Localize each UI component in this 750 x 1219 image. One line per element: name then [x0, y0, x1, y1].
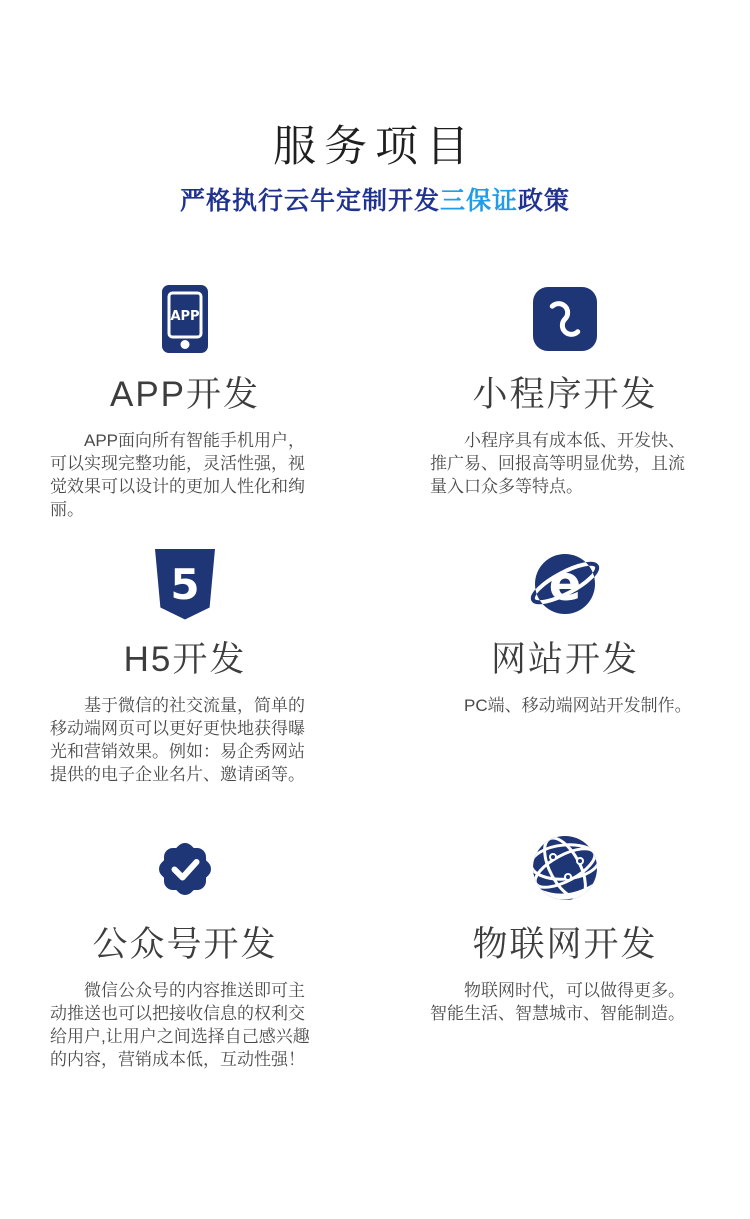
h5-icon-label: 5	[170, 559, 200, 609]
app-icon-label: APP	[170, 309, 200, 324]
service-card-website	[430, 548, 700, 833]
service-card-official-account	[50, 833, 320, 1071]
service-title-mini-program: 小程序开发	[472, 375, 658, 414]
html5-shield-icon	[154, 548, 216, 620]
service-card-iot	[430, 833, 700, 1071]
page-title: 服务项目	[273, 123, 477, 171]
service-description-iot: 物联网时代，可以做得更多。智能生活、智慧城市、智能制造。	[430, 981, 685, 1023]
mini-program-icon	[533, 283, 597, 355]
verified-badge-icon	[154, 833, 216, 905]
service-description-website: PC端、移动端网站开发制作。	[464, 696, 692, 715]
service-description-official-account: 微信公众号的内容推送即可主动推送也可以把接收信息的权利交给用户,让用户之间选择自己感兴趣的内容，营销成本低，互动性强！	[50, 981, 310, 1069]
service-title-iot: 物联网开发	[472, 925, 658, 964]
service-card-h5	[50, 548, 320, 833]
iot-globe-icon	[527, 833, 603, 905]
service-card-app	[50, 283, 320, 548]
service-title-h5: H5开发	[123, 640, 247, 679]
subtitle-prefix: 严格执行云牛定制开发	[179, 187, 440, 215]
service-description-app: APP面向所有智能手机用户，可以实现完整功能，灵活性强，视觉效果可以设计的更加人性化和绚丽。	[50, 431, 306, 519]
service-title-website: 网站开发	[490, 640, 639, 679]
service-description-mini-program: 小程序具有成本低、开发快、推广易、回报高等明显优势，且流量入口众多等特点。	[430, 431, 685, 496]
subtitle-suffix: 政策	[518, 187, 571, 215]
page-subtitle	[0, 186, 750, 216]
services-page	[0, 122, 750, 1219]
ie-icon-label: e	[548, 556, 582, 612]
service-title-app: APP开发	[109, 375, 261, 414]
subtitle-highlight: 三保证	[439, 187, 518, 215]
service-title-official-account: 公众号开发	[92, 925, 278, 964]
services-grid	[0, 283, 750, 1071]
app-phone-icon	[159, 283, 211, 355]
service-description-h5: 基于微信的社交流量，简单的移动端网页可以更好更快地获得曝光和营销效果。例如：易企秀网站提供的电子企业名片、邀请函等。	[50, 696, 305, 784]
service-card-mini-program	[430, 283, 700, 548]
ie-browser-icon	[526, 548, 604, 620]
